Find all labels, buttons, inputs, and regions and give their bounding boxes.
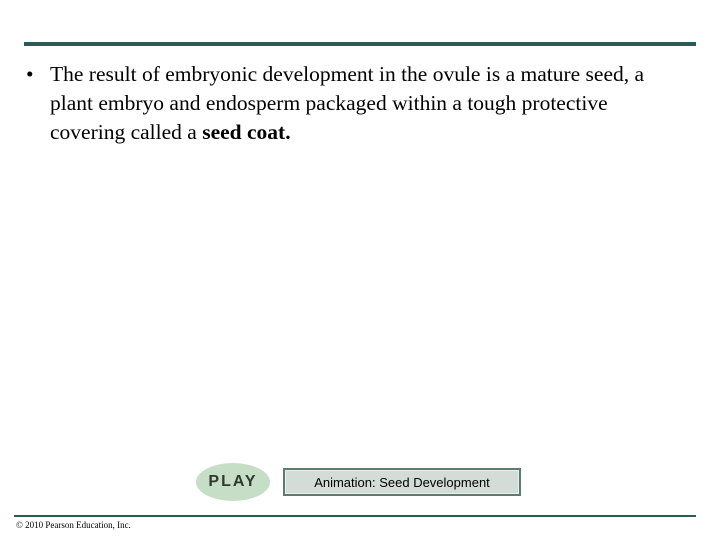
bold-term-seed-coat: seed coat. [202, 120, 291, 144]
bullet-marker: • [26, 62, 34, 86]
bullet-text-body: The result of embryonic development in the ovule is a mature seed, a plant embryo and endosperm packaged within a tough protective covering called a [50, 62, 645, 144]
animation-button-label: Animation: Seed Development [285, 470, 519, 494]
bullet-list [26, 60, 676, 147]
copyright-notice: © 2010 Pearson Education, Inc. [16, 520, 131, 530]
bullet-item [26, 60, 676, 147]
animation-seed-development-button[interactable] [283, 468, 521, 496]
play-button[interactable]: PLAY [196, 463, 270, 501]
bottom-divider [14, 515, 696, 517]
bullet-text [50, 60, 676, 147]
top-divider [24, 42, 696, 46]
